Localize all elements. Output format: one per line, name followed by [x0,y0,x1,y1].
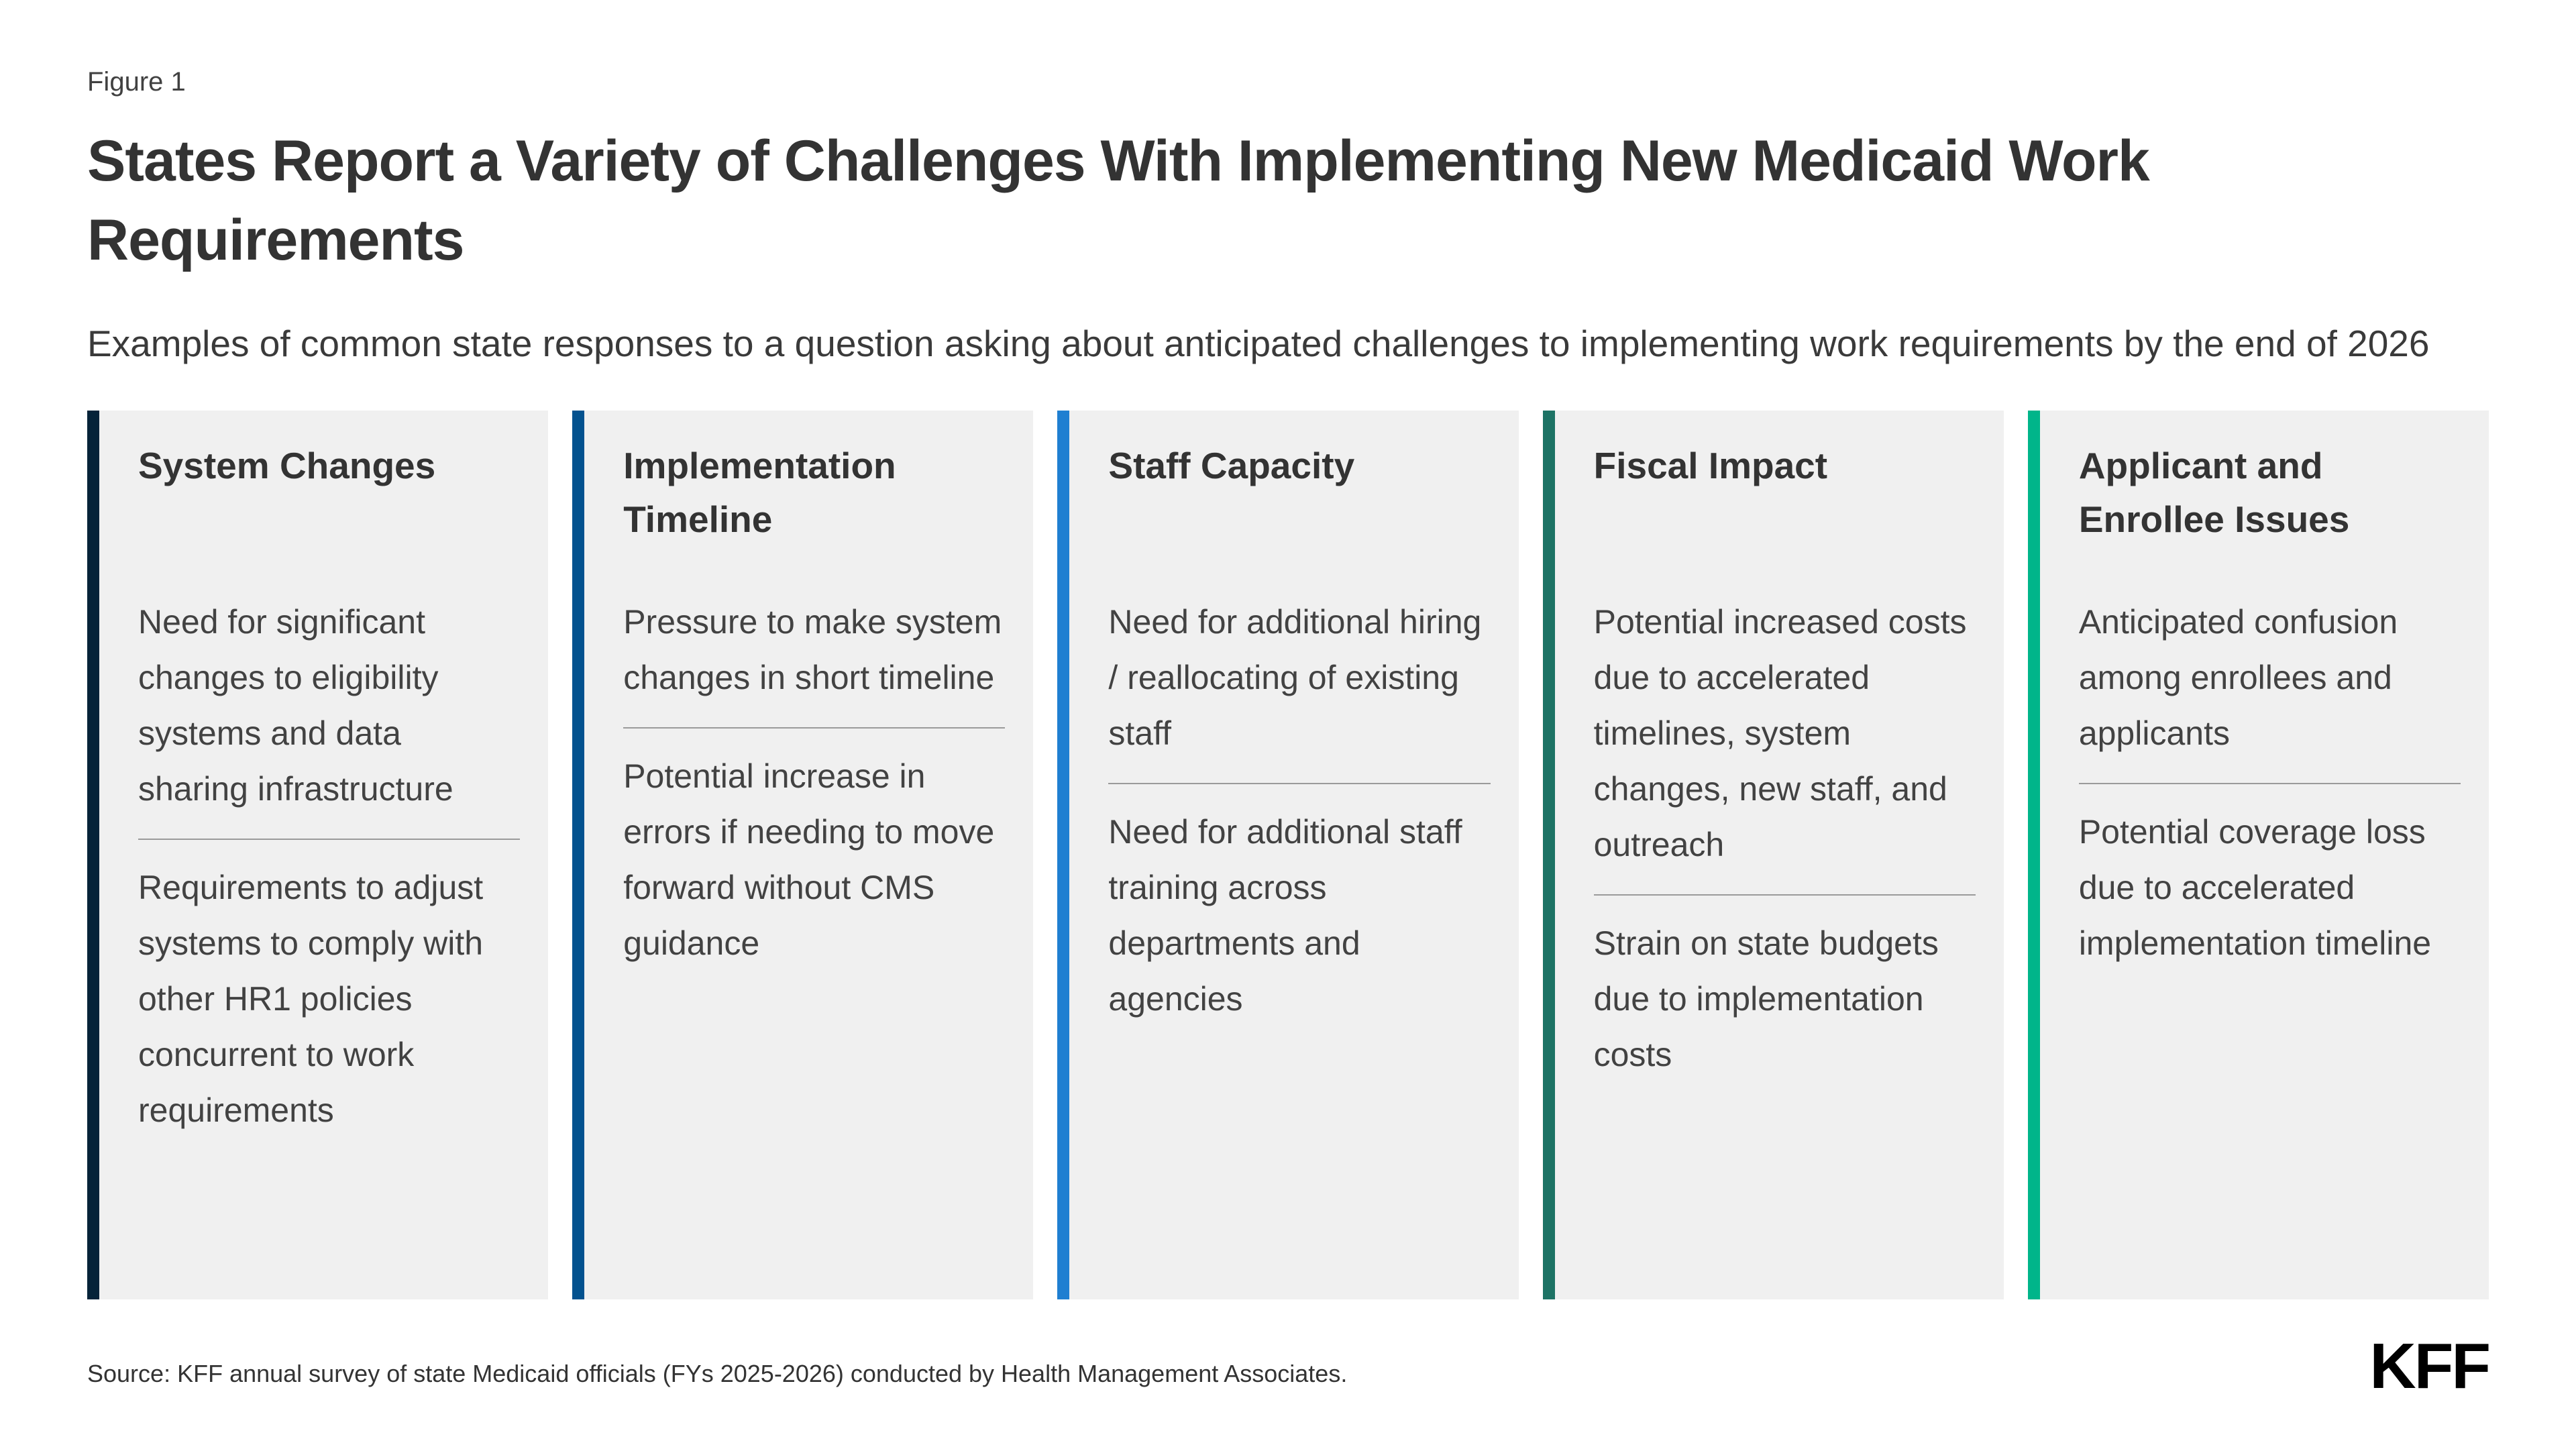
item-divider [138,839,520,840]
page-subtitle: Examples of common state responses to a question asking about anticipated challenges to implementing work requirements by the end of 2026 [87,323,2430,365]
card-items [138,594,520,1138]
card-header: Staff Capacity [1108,445,1355,487]
item-divider [2079,783,2461,784]
challenge-item: Potential coverage loss due to accelerated implementation timeline [2078,813,2432,963]
card-items [2079,594,2461,971]
challenge-card [1057,411,1518,1299]
card-header: Fiscal Impact [1593,445,1828,487]
challenge-card [572,411,1033,1299]
challenge-item: Potential increase in errors if needing to move forward without CMS guidance [623,757,995,963]
item-divider [623,727,1005,729]
figure-label: Figure 1 [87,67,186,97]
card-header: Implementation Timeline [623,445,896,541]
kff-logo: KFF [2369,1330,2489,1403]
challenge-item: Need for additional staff training across departments and agencies [1108,813,1462,1018]
source-note: Source: KFF annual survey of state Medicaid officials (FYs 2025-2026) conducted by Health Management Associates. [87,1360,1348,1388]
challenge-item: Potential increased costs due to accelerated timelines, system changes, new staff, and outreach [1593,603,1967,864]
card-items [1594,594,1976,1083]
card-items [623,594,1005,971]
challenge-item: Anticipated confusion among enrollees and applicants [2078,603,2398,753]
card-items [1108,594,1490,1027]
page-title: States Report a Variety of Challenges With Implementing New Medicaid Work Requirements [87,129,2149,272]
challenge-columns [87,411,2489,1299]
challenge-item: Pressure to make system changes in short timeline [623,603,1002,697]
challenge-card [2028,411,2489,1299]
challenge-card [87,411,548,1299]
challenge-card [1543,411,2004,1299]
figure-footer [87,1330,2489,1403]
card-header: Applicant and Enrollee Issues [2078,445,2350,541]
challenge-item: Requirements to adjust systems to comply with other HR1 policies concurrent to work requirements [138,869,484,1130]
item-divider [1594,894,1976,896]
challenge-item: Strain on state budgets due to implementation costs [1593,924,1939,1074]
challenge-item: Need for additional hiring / reallocating of existing staff [1108,603,1482,753]
challenge-item: Need for significant changes to eligibility systems and data sharing infrastructure [138,603,453,808]
item-divider [1108,783,1490,784]
card-header: System Changes [138,445,436,487]
